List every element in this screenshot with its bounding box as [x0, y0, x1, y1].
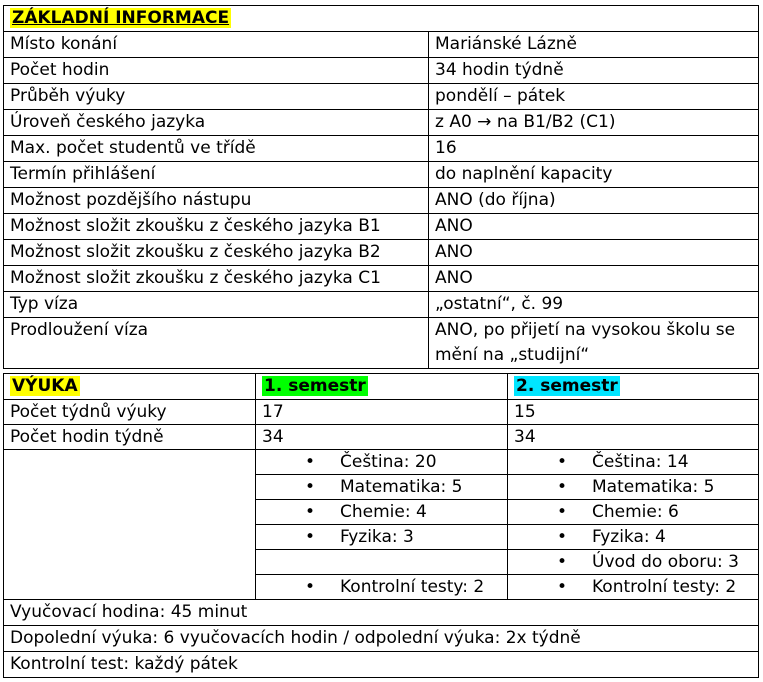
row-label: Místo konání: [4, 32, 429, 58]
row-value: z A0 → na B1/B2 (C1): [429, 110, 759, 136]
subject-item: • Matematika: 5: [508, 475, 759, 500]
weeks-s1: 17: [256, 400, 508, 425]
row-value: „ostatní“, č. 99: [429, 292, 759, 318]
row-value: 16: [429, 136, 759, 162]
row-label: Typ víza: [4, 292, 429, 318]
subject-item: • Fyzika: 3: [256, 525, 508, 550]
hours-s1: 34: [256, 425, 508, 450]
semester-1-title: 1. semestr: [264, 376, 366, 396]
teaching-title: VÝUKA: [12, 376, 78, 396]
row-label: Průběh výuky: [4, 84, 429, 110]
bullet-icon: •: [556, 477, 568, 497]
bullet-icon: •: [304, 577, 316, 597]
row-value: do naplnění kapacity: [429, 162, 759, 188]
hours-s2: 34: [508, 425, 759, 450]
semester-1-header: [256, 374, 508, 400]
subject-item: • Kontrolní testy: 2: [508, 575, 759, 600]
row-label: Max. počet studentů ve třídě: [4, 136, 429, 162]
footer-schedule: Dopolední výuka: 6 vyučovacích hodin / odpolední výuka: 2x týdně: [4, 626, 759, 652]
row-label: Prodloužení víza: [4, 318, 429, 369]
weeks-s2: 15: [508, 400, 759, 425]
bullet-icon: •: [556, 552, 568, 572]
bullet-icon: •: [556, 527, 568, 547]
row-label: Možnost složit zkoušku z českého jazyka B2: [4, 240, 429, 266]
row-value: ANO: [429, 240, 759, 266]
bullet-icon: •: [556, 502, 568, 522]
subject-item: • Fyzika: 4: [508, 525, 759, 550]
hours-label: Počet hodin týdně: [4, 425, 256, 450]
row-label: Úroveň českého jazyka: [4, 110, 429, 136]
row-value: pondělí – pátek: [429, 84, 759, 110]
row-label: Možnost složit zkoušku z českého jazyka C1: [4, 266, 429, 292]
subject-item: • Čeština: 14: [508, 450, 759, 475]
teaching-header: [4, 374, 256, 400]
semester-2-title: 2. semestr: [516, 376, 618, 396]
row-value: 34 hodin týdně: [429, 58, 759, 84]
subjects-empty-cell: [4, 450, 256, 600]
bullet-icon: •: [304, 452, 316, 472]
footer-test: Kontrolní test: každý pátek: [4, 652, 759, 678]
bullet-icon: •: [304, 477, 316, 497]
row-label: Termín přihlášení: [4, 162, 429, 188]
subject-item-empty: [256, 550, 508, 575]
bullet-icon: •: [304, 527, 316, 547]
bullet-icon: •: [556, 577, 568, 597]
row-label: Možnost pozdějšího nástupu: [4, 188, 429, 214]
weeks-label: Počet týdnů výuky: [4, 400, 256, 425]
basic-info-header: [4, 6, 759, 32]
footer-lesson-length: Vyučovací hodina: 45 minut: [4, 600, 759, 626]
bullet-icon: •: [556, 452, 568, 472]
teaching-table: [3, 373, 759, 678]
bullet-icon: •: [304, 502, 316, 522]
subject-item: • Úvod do oboru: 3: [508, 550, 759, 575]
row-value: ANO (do října): [429, 188, 759, 214]
basic-info-title: ZÁKLADNÍ INFORMACE: [12, 8, 230, 28]
row-value: ANO: [429, 214, 759, 240]
row-label: Možnost složit zkoušku z českého jazyka B1: [4, 214, 429, 240]
row-label: Počet hodin: [4, 58, 429, 84]
subject-item: • Čeština: 20: [256, 450, 508, 475]
subject-item: • Matematika: 5: [256, 475, 508, 500]
subject-item: • Chemie: 4: [256, 500, 508, 525]
semester-2-header: [508, 374, 759, 400]
subject-item: • Chemie: 6: [508, 500, 759, 525]
row-value: ANO, po přijetí na vysokou školu se mění na „studijní“: [429, 318, 759, 369]
basic-info-table: [3, 5, 759, 369]
row-value: Mariánské Lázně: [429, 32, 759, 58]
row-value: ANO: [429, 266, 759, 292]
subject-item: • Kontrolní testy: 2: [256, 575, 508, 600]
